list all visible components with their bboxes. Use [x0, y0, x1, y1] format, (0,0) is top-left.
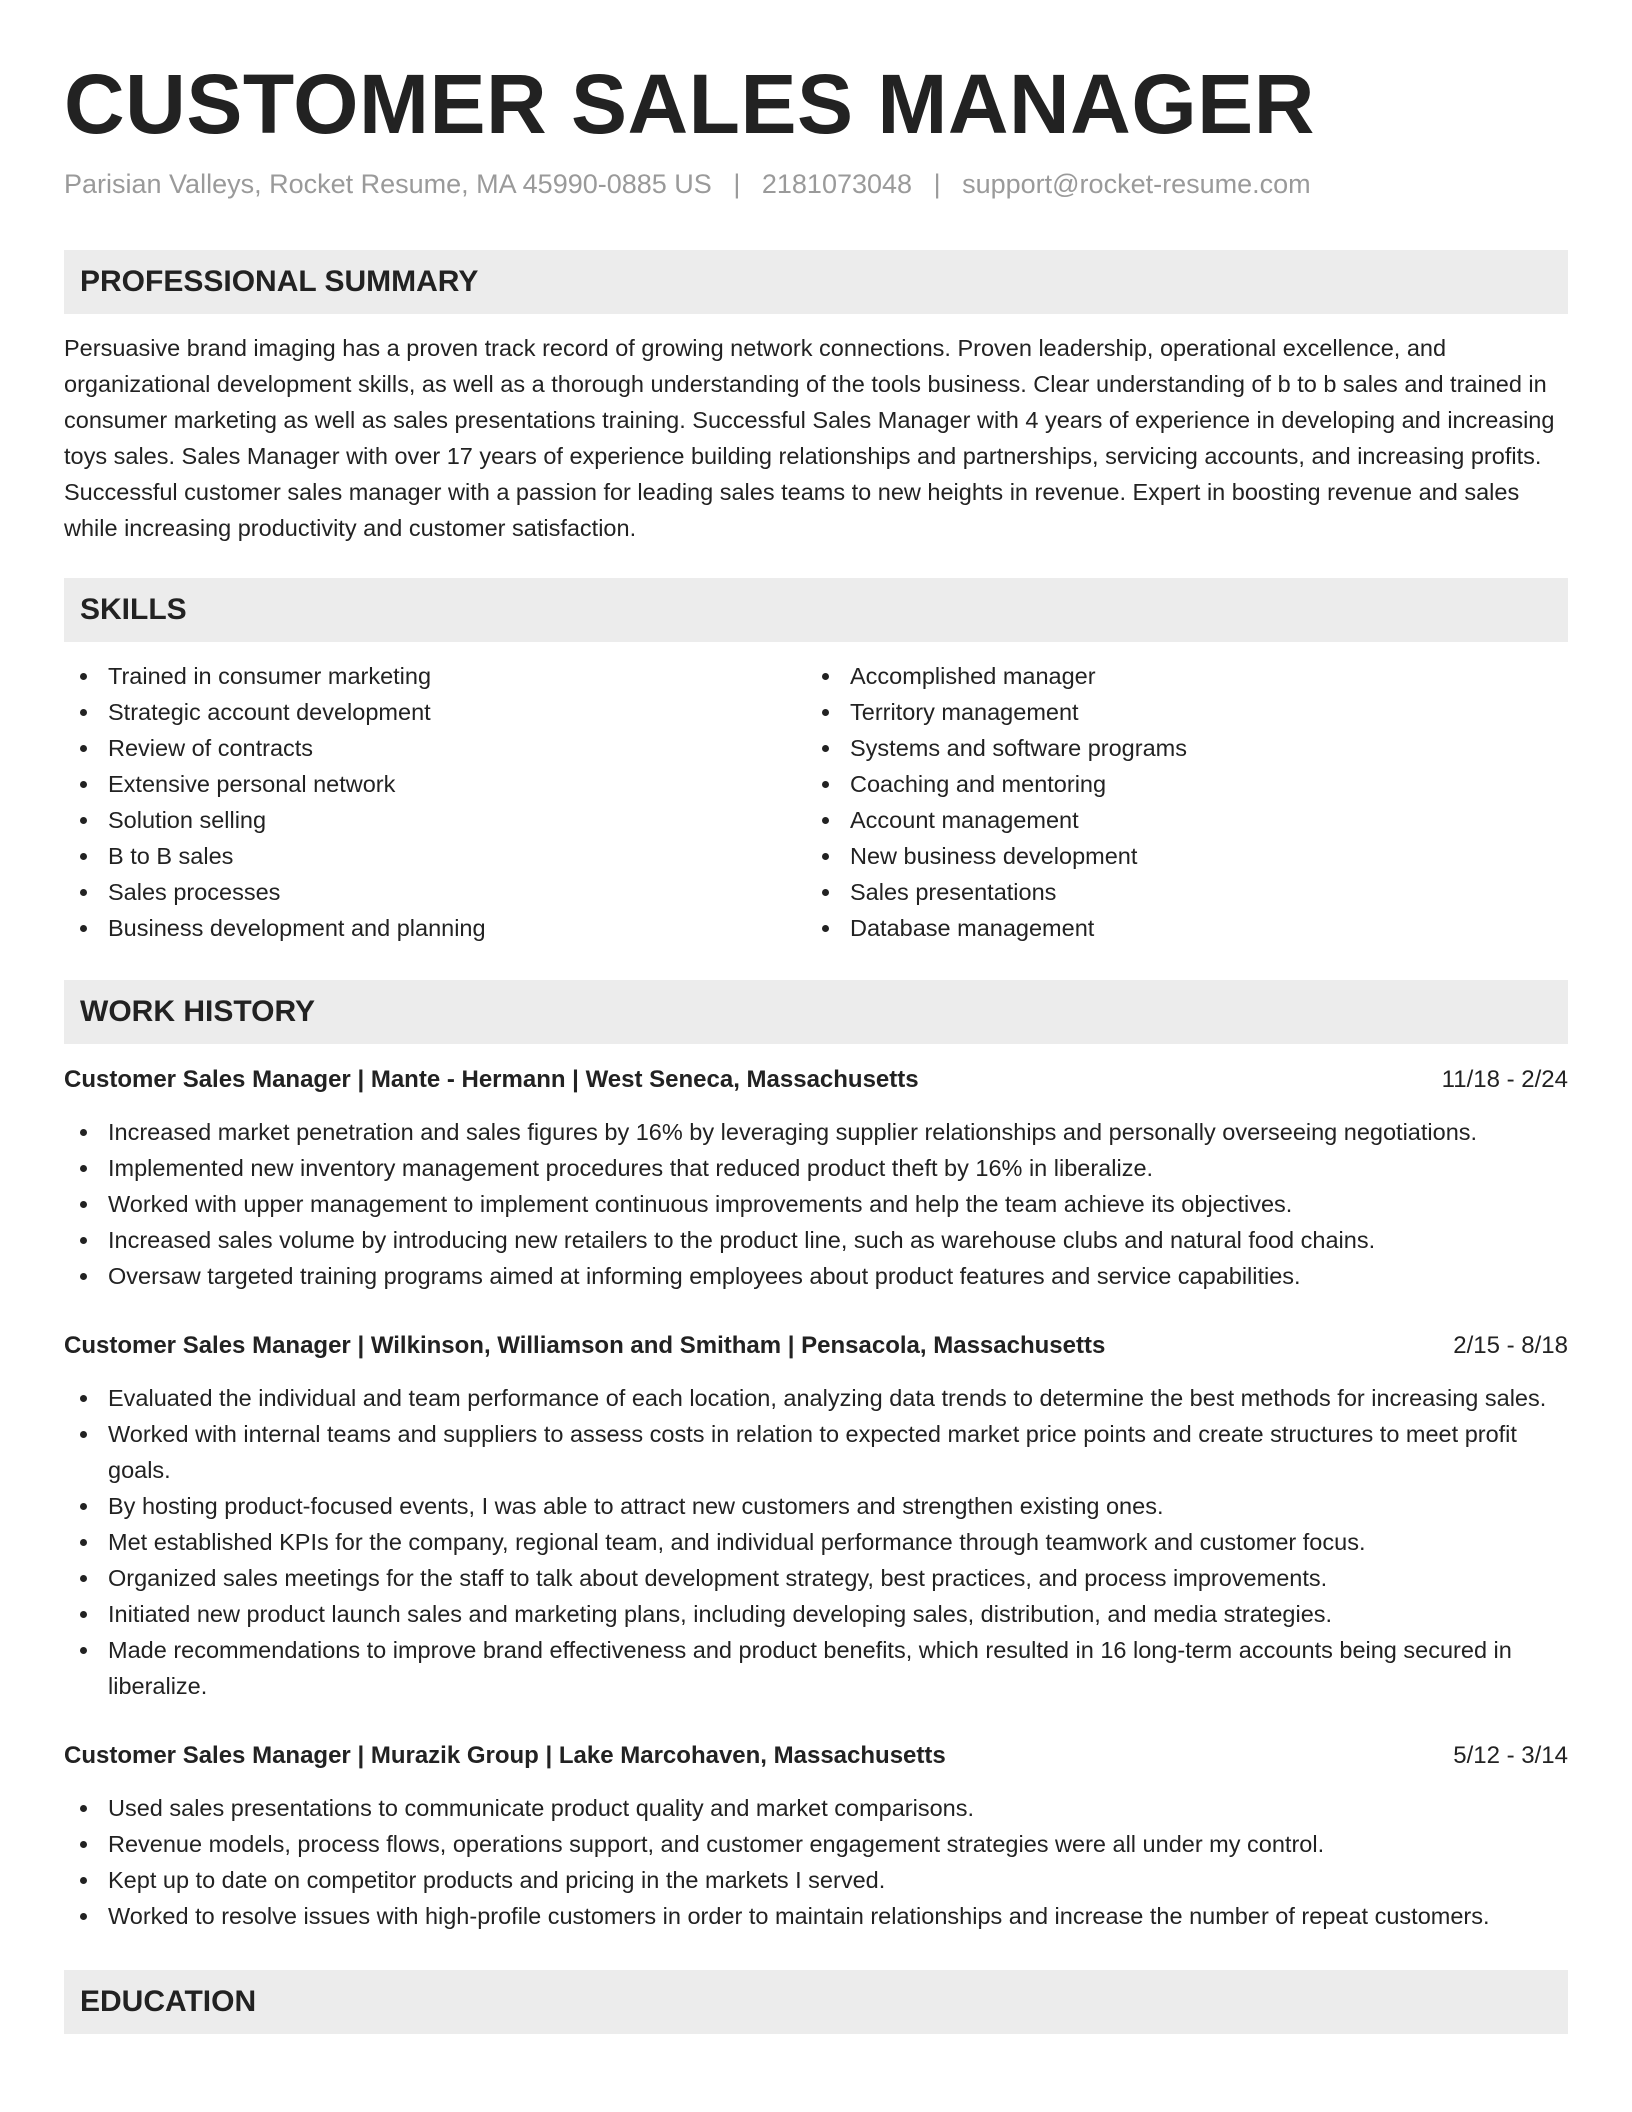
job-dates: 2/15 - 8/18: [1453, 1332, 1568, 1359]
job-bullet: Worked with internal teams and suppliers to assess costs in relation to expected market price points and create structures to meet profit goals.: [64, 1416, 1568, 1488]
skill-item: Trained in consumer marketing: [64, 658, 806, 694]
skill-item: B to B sales: [64, 838, 806, 874]
skills-heading: SKILLS: [64, 578, 1568, 642]
job-bullet: Organized sales meetings for the staff to talk about development strategy, best practices, and process improvements.: [64, 1560, 1568, 1596]
job-bullet: Increased sales volume by introducing new retailers to the product line, such as warehouse clubs and natural food chains.: [64, 1222, 1568, 1258]
job-bullet: Kept up to date on competitor products and pricing in the markets I served.: [64, 1862, 1568, 1898]
job-entry: [64, 1738, 1568, 1934]
job-bullets: [64, 1380, 1568, 1704]
job-bullet: Revenue models, process flows, operations support, and customer engagement strategies were all under my control.: [64, 1826, 1568, 1862]
work-history-heading: WORK HISTORY: [64, 980, 1568, 1044]
job-bullet: Used sales presentations to communicate product quality and market comparisons.: [64, 1790, 1568, 1826]
skill-item: Territory management: [806, 694, 1548, 730]
job-bullet: Oversaw targeted training programs aimed at informing employees about product features and service capabilities.: [64, 1258, 1568, 1294]
job-title: Customer Sales Manager | Mante - Hermann | West Seneca, Massachusetts: [64, 1066, 919, 1093]
summary-text: Persuasive brand imaging has a proven track record of growing network connections. Proven leadership, operational excellence, and organizational development skills, as well as a thorough understanding of the tools business. Clear understanding of b to b sales and trained in consumer marketing as well as sales presentations training. Successful Sales Manager with 4 years of experience in developing and increasing toys sales. Sales Manager with over 17 years of experience building relationships and partnerships, servicing accounts, and increasing profits. Successful customer sales manager with a passion for leading sales teams to new heights in revenue. Expert in boosting revenue and sales while increasing productivity and customer satisfaction.: [64, 335, 1555, 541]
resume-page: [64, 0, 1568, 2034]
job-bullet: Evaluated the individual and team performance of each location, analyzing data trends to determine the best methods for increasing sales.: [64, 1380, 1568, 1416]
education-heading: EDUCATION: [64, 1970, 1568, 2034]
skills-column-left: [64, 658, 806, 946]
job-dates: 5/12 - 3/14: [1453, 1742, 1568, 1769]
skill-item: Coaching and mentoring: [806, 766, 1548, 802]
contact-phone: 2181073048: [761, 169, 913, 199]
skill-item: Business development and planning: [64, 910, 806, 946]
contact-line: [64, 166, 1568, 202]
job-dates: 11/18 - 2/24: [1441, 1066, 1568, 1093]
skills-list: [64, 658, 1568, 946]
resume-name: CUSTOMER SALES MANAGER: [64, 57, 1315, 151]
job-title: Customer Sales Manager | Murazik Group | Lake Marcohaven, Massachusetts: [64, 1742, 946, 1769]
skill-item: Accomplished manager: [806, 658, 1548, 694]
contact-separator: |: [933, 169, 941, 199]
skill-item: Review of contracts: [64, 730, 806, 766]
summary-heading: PROFESSIONAL SUMMARY: [64, 250, 1568, 314]
skill-item: Solution selling: [64, 802, 806, 838]
job-bullet: Initiated new product launch sales and marketing plans, including developing sales, distribution, and media strategies.: [64, 1596, 1568, 1632]
job-header: [64, 1738, 1568, 1774]
skill-item: Account management: [806, 802, 1548, 838]
job-header: [64, 1062, 1568, 1098]
job-entry: [64, 1062, 1568, 1294]
job-bullet: Met established KPIs for the company, regional team, and individual performance through teamwork and customer focus.: [64, 1524, 1568, 1560]
skill-item: Systems and software programs: [806, 730, 1548, 766]
contact-separator: |: [733, 169, 741, 199]
job-title: Customer Sales Manager | Wilkinson, Williamson and Smitham | Pensacola, Massachusetts: [64, 1332, 1106, 1359]
job-bullet: Made recommendations to improve brand effectiveness and product benefits, which resulted in 16 long-term accounts being secured in liberalize.: [64, 1632, 1568, 1704]
job-bullet: Implemented new inventory management procedures that reduced product theft by 16% in liberalize.: [64, 1150, 1568, 1186]
skill-item: Sales processes: [64, 874, 806, 910]
skill-item: Strategic account development: [64, 694, 806, 730]
job-bullet: Increased market penetration and sales figures by 16% by leveraging supplier relationships and personally overseeing negotiations.: [64, 1114, 1568, 1150]
job-header: [64, 1328, 1568, 1364]
contact-email: support@rocket-resume.com: [962, 169, 1311, 199]
job-bullet: Worked with upper management to implement continuous improvements and help the team achieve its objectives.: [64, 1186, 1568, 1222]
contact-address: Parisian Valleys, Rocket Resume, MA 45990-0885 US: [64, 169, 712, 199]
job-bullet: By hosting product-focused events, I was able to attract new customers and strengthen existing ones.: [64, 1488, 1568, 1524]
skill-item: Sales presentations: [806, 874, 1548, 910]
job-bullets: [64, 1114, 1568, 1294]
skill-item: New business development: [806, 838, 1548, 874]
job-entry: [64, 1328, 1568, 1704]
skills-column-right: [806, 658, 1548, 946]
job-bullets: [64, 1790, 1568, 1934]
job-bullet: Worked to resolve issues with high-profile customers in order to maintain relationships and increase the number of repeat customers.: [64, 1898, 1568, 1934]
skill-item: Extensive personal network: [64, 766, 806, 802]
skill-item: Database management: [806, 910, 1548, 946]
